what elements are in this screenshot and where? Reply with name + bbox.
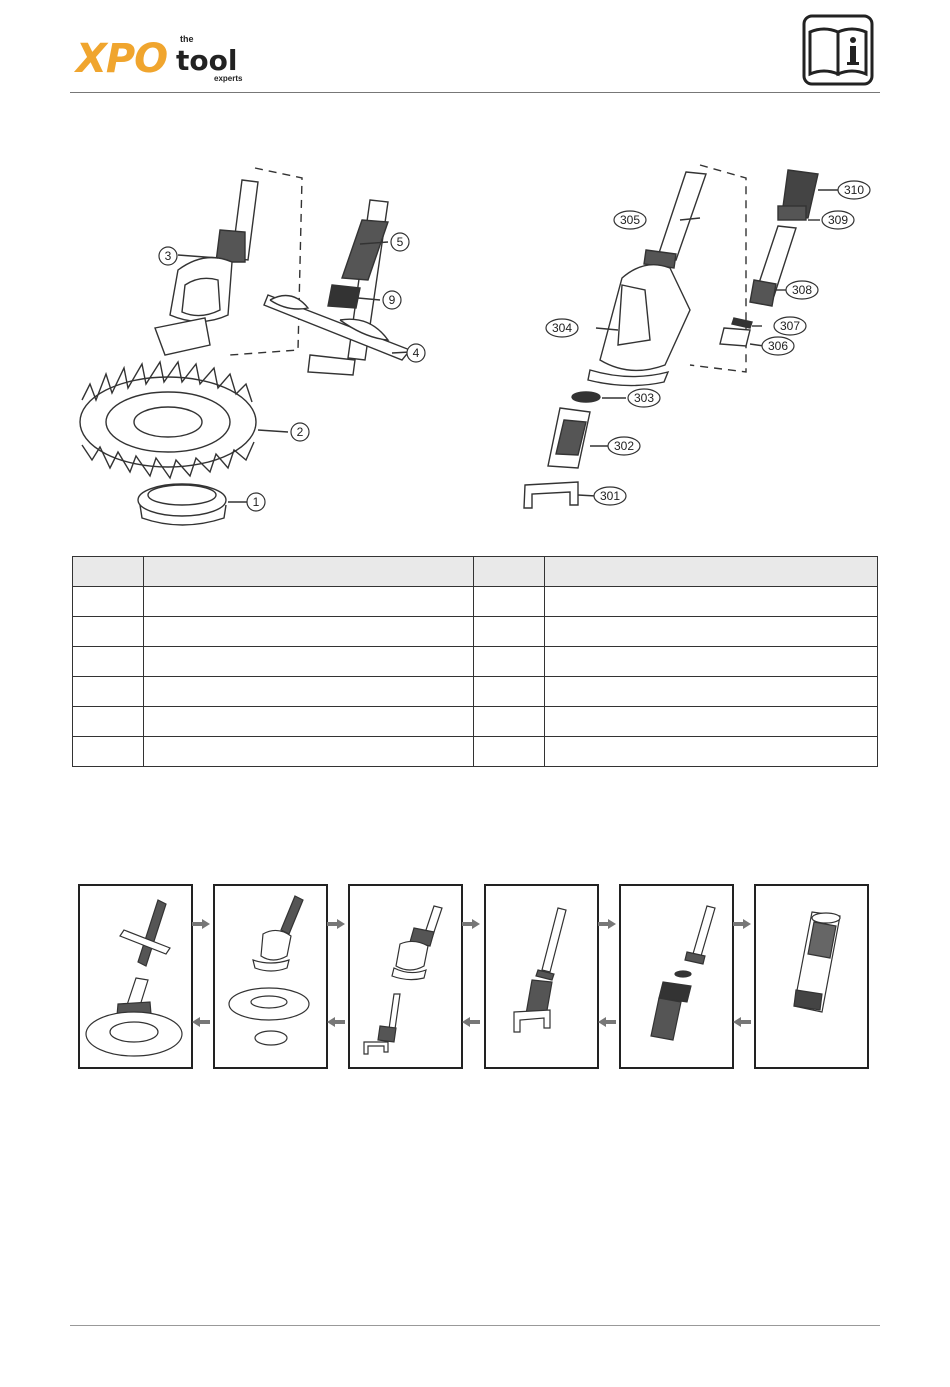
right-callout-304 — [546, 319, 578, 337]
table-cell — [545, 677, 878, 707]
right-callout-303 — [628, 389, 660, 407]
table-cell — [474, 677, 545, 707]
arrow-left-icon — [327, 1017, 345, 1027]
svg-text:9: 9 — [388, 293, 396, 307]
arrow-right-icon — [598, 919, 616, 929]
right-callout-310 — [838, 181, 870, 199]
body-with-foot-icon — [486, 886, 597, 1067]
table-cell — [545, 647, 878, 677]
left-callout-9 — [383, 291, 401, 309]
table-cell — [545, 737, 878, 767]
disassembly-steps — [78, 884, 870, 1070]
table-cell — [144, 737, 474, 767]
table-cell — [144, 587, 474, 617]
svg-text:310: 310 — [843, 183, 865, 197]
arrow-left-icon — [462, 1017, 480, 1027]
svg-text:4: 4 — [412, 346, 420, 360]
table-row — [73, 707, 878, 737]
logo-xpo: XPO — [76, 36, 168, 82]
table-cell — [474, 737, 545, 767]
table-cell — [474, 647, 545, 677]
svg-text:304: 304 — [551, 321, 573, 335]
right-callout-309 — [822, 211, 854, 229]
right-callout-306 — [762, 337, 794, 355]
table-cell — [73, 557, 144, 587]
table-cell — [73, 677, 144, 707]
svg-text:1: 1 — [252, 495, 260, 509]
step-panel-1 — [78, 884, 193, 1069]
right-callout-307 — [774, 317, 806, 335]
svg-text:307: 307 — [779, 319, 801, 333]
footer-divider — [70, 1325, 880, 1326]
svg-text:2: 2 — [296, 425, 304, 439]
logo-the: the — [180, 34, 194, 44]
table-cell — [144, 557, 474, 587]
body-and-valve-separated-icon — [621, 886, 732, 1067]
xpotool-logo — [76, 26, 256, 86]
head-and-disc-removed-icon — [215, 886, 326, 1067]
svg-text:301: 301 — [599, 489, 621, 503]
table-cell — [73, 737, 144, 767]
table-cell — [545, 587, 878, 617]
logo-tool: tool — [176, 44, 238, 77]
table-cell — [73, 707, 144, 737]
table-cell — [144, 617, 474, 647]
table-row — [73, 647, 878, 677]
left-callout-2 — [291, 423, 309, 441]
step-panel-5 — [619, 884, 734, 1069]
right-callout-308 — [786, 281, 818, 299]
arrow-left-icon — [598, 1017, 616, 1027]
exploded-view-figures — [70, 150, 880, 535]
table-cell — [545, 617, 878, 647]
page-header — [70, 12, 880, 93]
table-cell — [144, 707, 474, 737]
right-exploded-view — [524, 165, 840, 508]
parts-table-body — [73, 557, 878, 767]
svg-text:309: 309 — [827, 213, 849, 227]
left-callout-5 — [391, 233, 409, 251]
table-cell — [545, 557, 878, 587]
head-and-hose-separated-icon — [350, 886, 461, 1067]
svg-text:5: 5 — [396, 235, 404, 249]
svg-text:302: 302 — [613, 439, 635, 453]
table-cell — [545, 707, 878, 737]
step-panel-4 — [484, 884, 599, 1069]
step-panel-2 — [213, 884, 328, 1069]
left-callout-4 — [407, 344, 425, 362]
table-cell — [474, 557, 545, 587]
step-panel-6 — [754, 884, 869, 1069]
right-callout-302 — [608, 437, 640, 455]
arrow-right-icon — [733, 919, 751, 929]
table-cell — [474, 617, 545, 647]
cleaner-assembled-icon — [80, 886, 191, 1067]
parts-table — [72, 556, 878, 767]
table-cell — [474, 587, 545, 617]
logo-experts: experts — [214, 74, 243, 83]
callout-labels — [159, 181, 870, 511]
svg-text:3: 3 — [164, 249, 172, 263]
svg-text:308: 308 — [791, 283, 813, 297]
valve-diaphragm-icon — [756, 886, 867, 1067]
svg-text:303: 303 — [633, 391, 655, 405]
table-row — [73, 557, 878, 587]
manual-info-icon — [802, 14, 874, 86]
table-row — [73, 587, 878, 617]
arrow-right-icon — [327, 919, 345, 929]
arrow-left-icon — [192, 1017, 210, 1027]
step-panel-3 — [348, 884, 463, 1069]
table-cell — [73, 587, 144, 617]
table-cell — [73, 647, 144, 677]
right-callout-305 — [614, 211, 646, 229]
arrow-right-icon — [192, 919, 210, 929]
left-callout-1 — [247, 493, 265, 511]
svg-text:306: 306 — [767, 339, 789, 353]
table-row — [73, 617, 878, 647]
left-exploded-view — [80, 168, 410, 525]
table-cell — [144, 677, 474, 707]
table-cell — [73, 617, 144, 647]
table-row — [73, 737, 878, 767]
table-row — [73, 677, 878, 707]
arrow-right-icon — [462, 919, 480, 929]
left-callout-3 — [159, 247, 177, 265]
table-cell — [144, 647, 474, 677]
svg-text:305: 305 — [619, 213, 641, 227]
right-callout-301 — [594, 487, 626, 505]
arrow-left-icon — [733, 1017, 751, 1027]
table-cell — [474, 707, 545, 737]
